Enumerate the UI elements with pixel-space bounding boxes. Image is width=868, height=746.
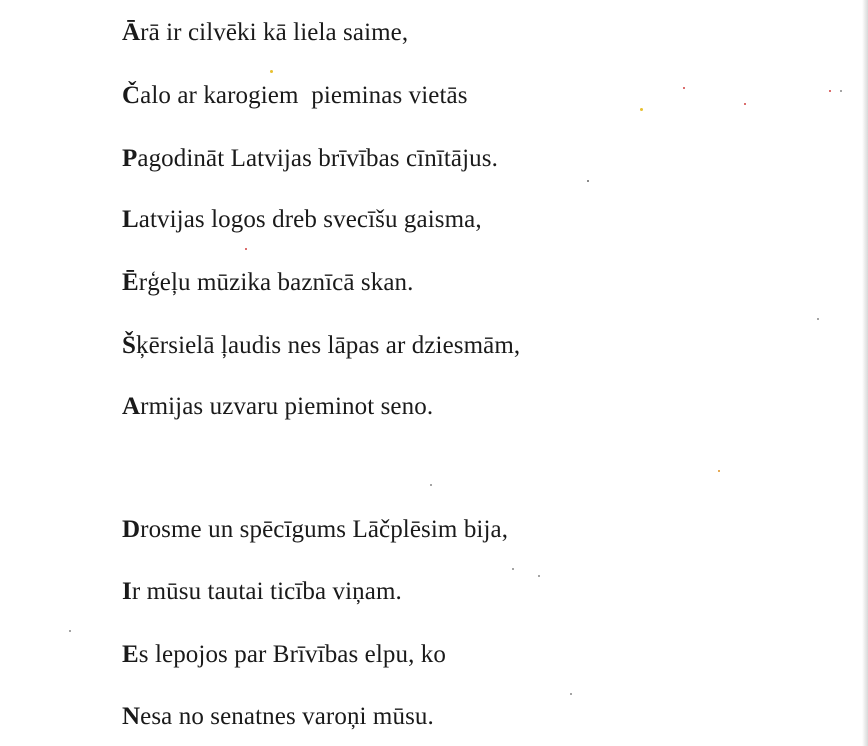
line-text: rā ir cilvēki kā liela saime, [140,19,409,46]
scan-speck [512,568,514,570]
acrostic-initial: Š [122,332,137,359]
poem-line [122,81,468,111]
scan-speck [718,470,720,472]
poem-line [122,702,434,732]
scan-speck [587,180,589,182]
acrostic-initial: Ē [122,269,139,296]
acrostic-initial: P [122,145,138,172]
poem-line [122,577,402,607]
acrostic-initial: L [122,206,139,233]
page-edge-shadow [862,0,868,746]
scan-speck [69,630,71,632]
poem-line [122,268,414,298]
scan-speck [829,90,831,92]
poem-line [122,392,433,422]
acrostic-initial: N [122,703,141,730]
scan-speck [640,108,643,111]
acrostic-initial: Ā [122,19,141,46]
line-text: atvijas logos dreb svecīšu gaisma, [138,206,482,233]
scan-speck [683,87,685,89]
scan-speck [744,103,746,105]
scan-speck [817,318,819,320]
scan-speck [270,70,273,73]
scan-speck [245,248,247,250]
scan-speck [840,90,842,92]
scan-speck [538,575,540,577]
poem-line [122,144,498,174]
line-text: agodināt Latvijas brīvības cīnītājus. [137,145,498,172]
acrostic-initial: D [122,516,141,543]
line-text: rmijas uzvaru pieminot seno. [140,393,434,420]
line-text: alo ar karogiem pieminas vietās [140,82,468,109]
acrostic-initial: I [122,578,132,605]
acrostic-initial: E [122,641,139,668]
scan-speck [430,484,432,486]
acrostic-initial: Č [122,82,141,109]
scan-speck [570,693,572,695]
poem-line [122,331,520,361]
line-text: r mūsu tautai ticība viņam. [131,578,402,605]
poem-line [122,205,482,235]
poem-line [122,640,446,670]
line-text: s lepojos par Brīvības elpu, ko [138,641,447,668]
poem-line [122,18,408,48]
poem-line [122,515,508,545]
line-text: rģeļu mūzika baznīcā skan. [138,269,414,296]
line-text: ķērsielā ļaudis nes lāpas ar dziesmām, [136,332,521,359]
line-text: esa no senatnes varoņi mūsu. [140,703,434,730]
line-text: rosme un spēcīgums Lāčplēsim bija, [140,516,509,543]
acrostic-initial: A [122,393,141,420]
